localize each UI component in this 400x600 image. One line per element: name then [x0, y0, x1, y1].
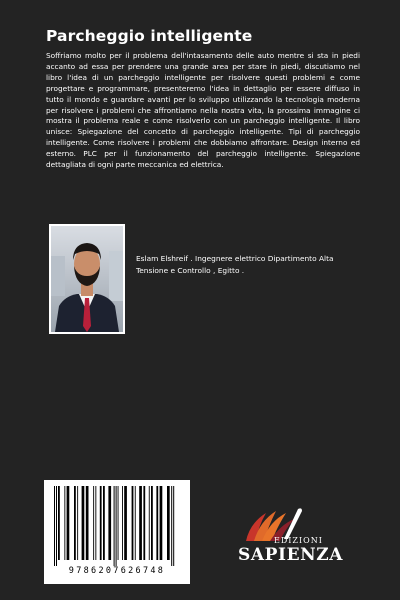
isbn-barcode	[44, 480, 190, 584]
author-bio: Eslam Elshreif . Ingegnere elettrico Dipartimento Alta Tensione e Controllo , Egitto .	[136, 254, 334, 275]
barcode-bar	[139, 486, 142, 560]
barcode-bar	[93, 486, 94, 560]
author-photo	[49, 224, 125, 334]
barcode-bar	[58, 486, 60, 560]
barcode-bar	[118, 486, 119, 560]
barcode-bar	[56, 486, 57, 566]
barcode-bar	[108, 486, 111, 560]
barcode-bar	[132, 486, 134, 560]
barcode-bar	[67, 486, 70, 560]
publisher-logo	[232, 505, 342, 575]
barcode-bar	[114, 486, 115, 566]
barcode-bar	[156, 486, 158, 560]
barcode-bar	[74, 486, 76, 560]
barcode-bar	[135, 486, 136, 560]
barcode-bars	[50, 486, 184, 566]
barcode-bar	[95, 486, 96, 560]
publisher-edizioni: EDIZIONI	[274, 536, 323, 545]
barcode-bar	[103, 486, 105, 560]
barcode-bar	[151, 486, 153, 560]
author-portrait-image	[51, 226, 123, 332]
barcode-bar	[54, 486, 55, 566]
barcode-bar	[64, 486, 65, 560]
barcode-bar	[143, 486, 145, 560]
book-title: Parcheggio intelligente	[46, 27, 253, 45]
barcode-bar	[160, 486, 163, 560]
barcode-bar	[100, 486, 102, 560]
barcode-bar	[167, 486, 170, 560]
barcode-bar	[77, 486, 78, 560]
barcode-bar	[149, 486, 150, 560]
barcode-bar	[116, 486, 117, 566]
barcode-bar	[122, 486, 123, 560]
barcode-bar	[171, 486, 172, 566]
isbn-number: 9786207626748	[68, 566, 166, 576]
barcode-bar	[173, 486, 174, 566]
barcode-bar	[86, 486, 89, 560]
barcode-bar	[82, 486, 85, 560]
barcode-bar	[124, 486, 127, 560]
publisher-name: SAPIENZA	[238, 545, 344, 565]
book-description: Soffriamo molto per il problema dell'intasamento delle auto mentre si sta in piedi accanto ad essa per prendere una grande area per stare in piedi, discutiamo nel libro l'idea di un parcheggio intelligente per risolvere questi problemi e come progettare e programmare, presenteremo l'idea in dettaglio per essere diffuso in tutto il mondo e guardare avanti per lo sviluppo utilizzando la tecnologia moderna per risolvere i problemi che affrontiamo nella nostra vita, la prossima immagine ci mostra il problema reale e come risolverlo con un parcheggio intelligente. Il libro unisce: Spiegazione del concetto di parcheggio intelligente. Tipi di parcheggio intelligente. Come risolvere i problemi che dobbiamo affrontare. Design interno ed esterno. PLC per il funzionamento del parcheggio intelligente. Spiegazione dettagliata di ogni parte meccanica ed elettrica.	[46, 51, 360, 170]
